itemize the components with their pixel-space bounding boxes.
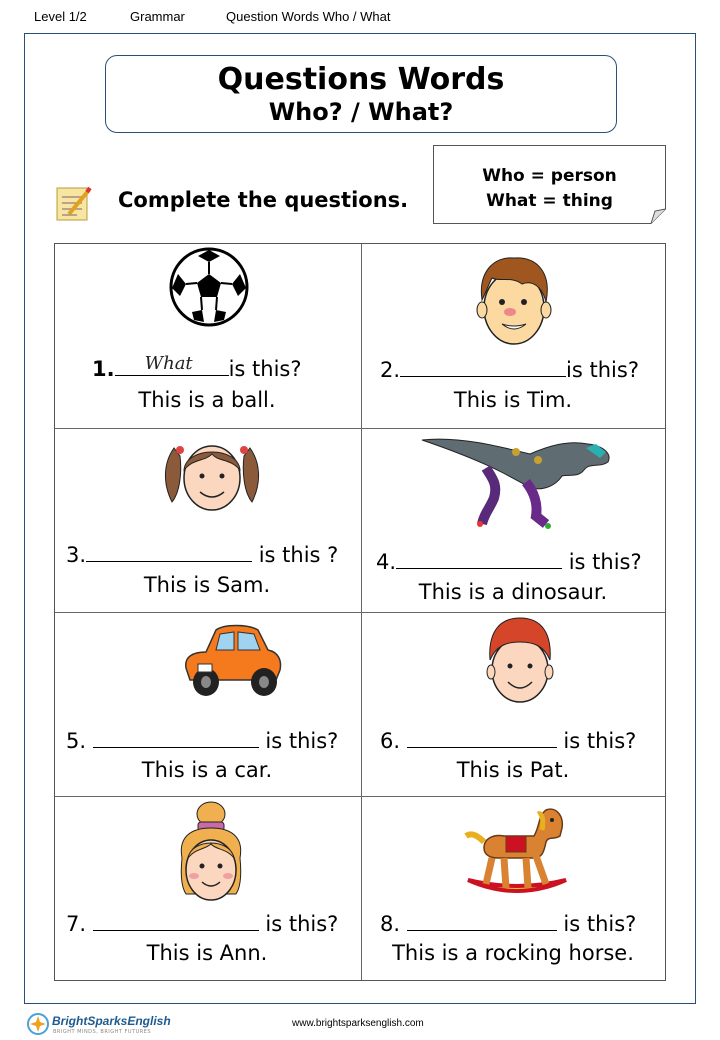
answer-blank[interactable] [407, 729, 557, 748]
note-who: Who = person [482, 166, 617, 186]
answer-blank[interactable] [115, 353, 229, 376]
header-level: Level 1/2 [34, 9, 87, 24]
instruction: Complete the questions. [118, 188, 409, 212]
brand-logo [26, 1012, 171, 1040]
rocking-horse-icon [464, 806, 570, 902]
question-7 [66, 912, 338, 936]
question-8 [380, 912, 636, 936]
question-ending: is this? [566, 358, 639, 382]
answer-text: What [144, 353, 193, 374]
answer-blank[interactable] [407, 912, 557, 931]
statement-5: This is a car. [141, 758, 273, 782]
question-number: 2. [380, 358, 401, 382]
question-number: 6. [380, 729, 407, 753]
question-2 [380, 358, 639, 382]
question-number: 1. [92, 357, 115, 381]
question-number: 3. [66, 543, 87, 567]
note-what: What = thing [486, 191, 613, 211]
statement-1: This is a ball. [138, 388, 276, 412]
statement-2: This is Tim. [453, 388, 573, 412]
question-ending: is this? [556, 912, 637, 936]
statement-4: This is a dinosaur. [418, 580, 608, 604]
sparkle-logo-icon [26, 1012, 50, 1036]
question-4 [376, 550, 642, 574]
brand-name: BrightSparksEnglish [52, 1014, 171, 1028]
girl-sam-icon [160, 432, 264, 514]
statement-6: This is Pat. [456, 758, 570, 782]
dinosaur-icon [418, 432, 618, 532]
header-topic: Question Words Who / What [226, 9, 391, 24]
title-line1: Questions Words [217, 62, 505, 97]
girl-ann-icon [176, 798, 246, 910]
soccer-ball-icon [168, 246, 250, 328]
statement-8: This is a rocking horse. [392, 941, 634, 965]
note-box [433, 145, 666, 224]
footer-url: www.brightsparksenglish.com [292, 1018, 424, 1029]
question-ending: is this? [258, 912, 339, 936]
question-5 [66, 729, 338, 753]
answer-blank[interactable] [93, 729, 259, 748]
question-6 [380, 729, 636, 753]
grid-divider [55, 428, 665, 429]
answer-blank[interactable] [400, 358, 566, 377]
question-ending: is this? [556, 729, 637, 753]
car-icon [176, 620, 286, 700]
answer-blank[interactable] [396, 550, 562, 569]
question-3 [66, 543, 338, 567]
question-ending: is this? [258, 729, 339, 753]
question-ending: is this? [228, 357, 302, 381]
question-ending: is this ? [252, 543, 339, 567]
question-number: 5. [66, 729, 93, 753]
boy-pat-icon [484, 616, 556, 706]
answer-blank[interactable] [86, 543, 252, 562]
statement-7: This is Ann. [146, 941, 268, 965]
notepad-pencil-icon [55, 184, 93, 222]
boy-tim-icon [472, 252, 556, 348]
title-box [105, 55, 617, 133]
answer-blank[interactable] [93, 912, 259, 931]
statement-3: This is Sam. [143, 573, 271, 597]
question-number: 7. [66, 912, 93, 936]
question-number: 8. [380, 912, 407, 936]
question-ending: is this? [562, 550, 642, 574]
brand-tagline: BRIGHT MINDS, BRIGHT FUTURES [53, 1029, 152, 1035]
grid-divider [55, 796, 665, 797]
grid-divider [55, 612, 665, 613]
title-line2: Who? / What? [268, 98, 454, 126]
question-1 [92, 353, 302, 381]
header-subject: Grammar [130, 9, 185, 24]
question-number: 4. [376, 550, 397, 574]
